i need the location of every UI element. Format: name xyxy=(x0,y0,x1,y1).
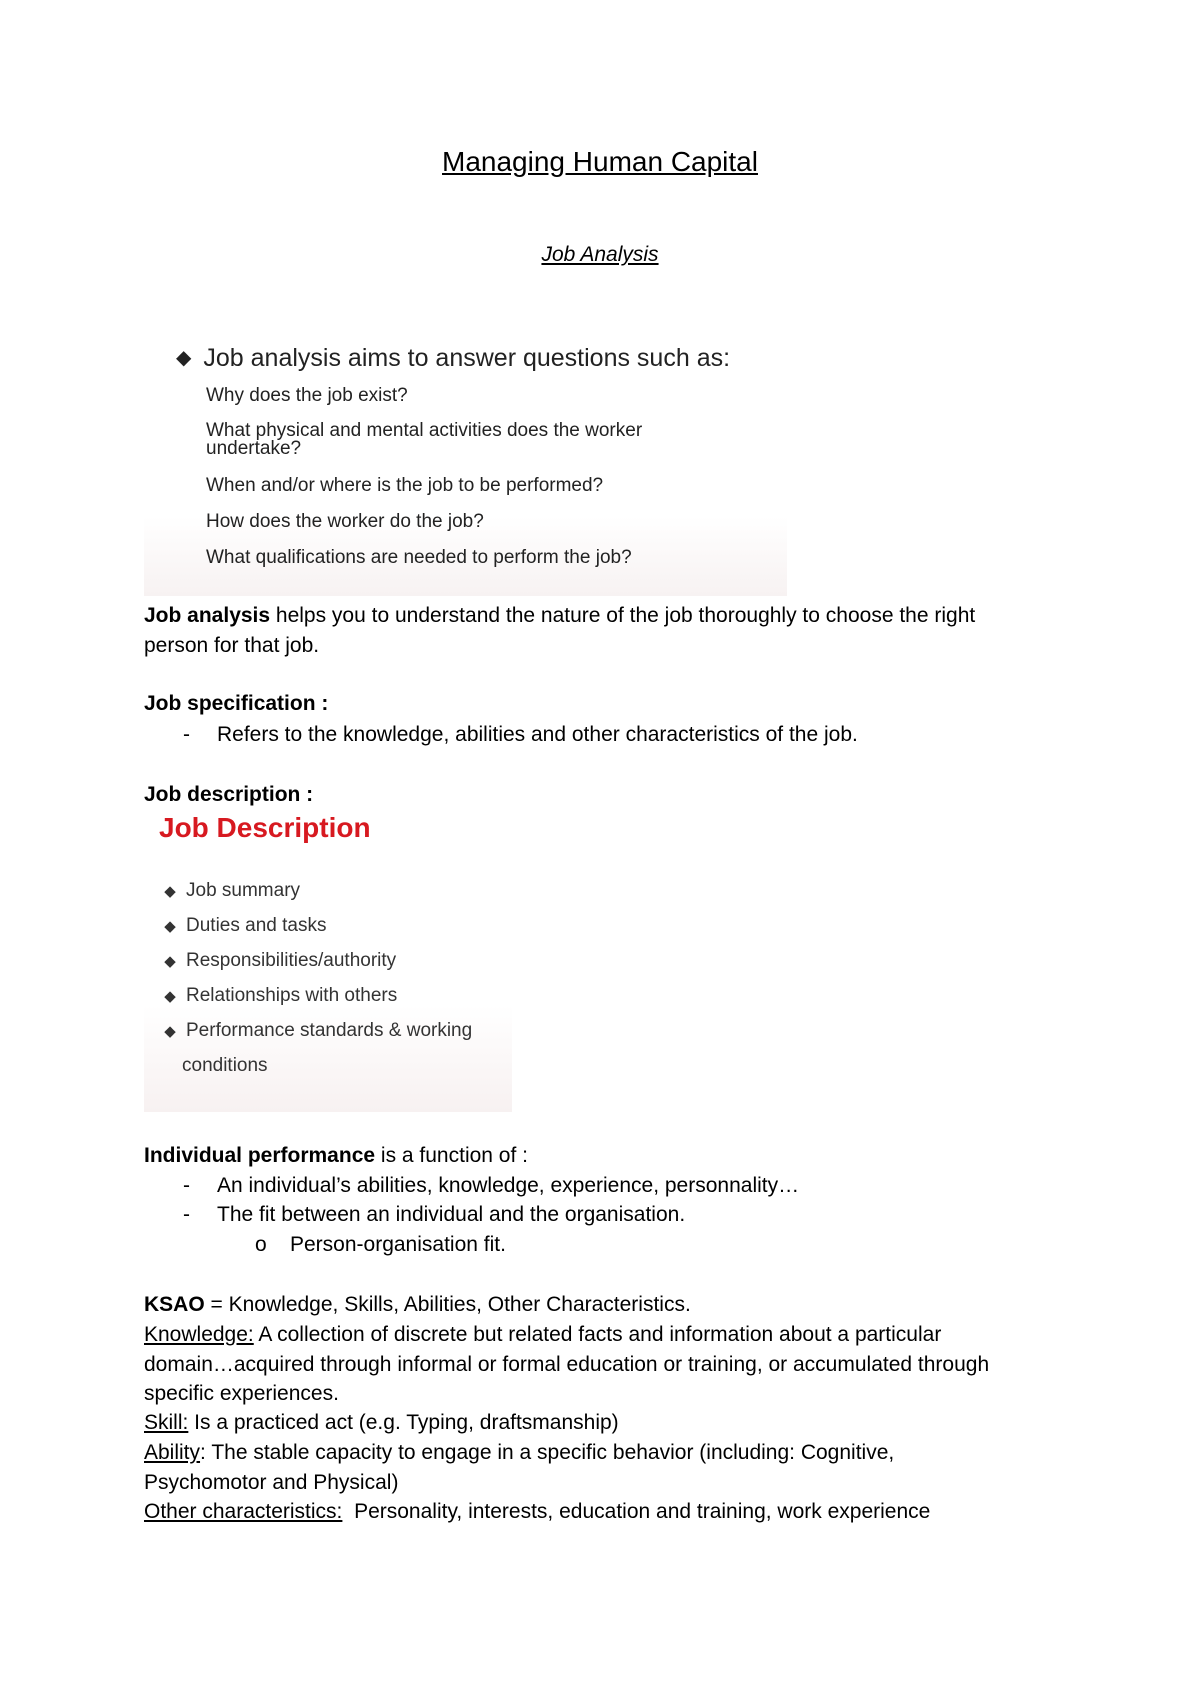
dash-bullet-icon: - xyxy=(183,1174,190,1197)
paragraph-text: A collection of discrete but related facts and information about a particular xyxy=(253,1323,942,1346)
paragraph-text-line2: person for that job. xyxy=(144,634,320,657)
circle-bullet-icon: o xyxy=(255,1233,267,1256)
term-job-analysis: Job analysis xyxy=(144,604,271,627)
slide-list-item-text: Duties and tasks xyxy=(186,915,327,936)
slide-list-item xyxy=(144,985,397,1007)
slide-list-item xyxy=(144,1020,472,1042)
diamond-bullet-icon: ◆ xyxy=(164,918,176,935)
page-title: Managing Human Capital xyxy=(442,146,758,177)
slide-question: undertake? xyxy=(206,438,302,459)
ability-definition-line2: Psychomotor and Physical) xyxy=(144,1471,399,1494)
paragraph-text: = Knowledge, Skills, Abilities, Other Characteristics. xyxy=(204,1293,691,1316)
slide-list-item-text: Relationships with others xyxy=(186,985,398,1006)
dash-bullet-icon: - xyxy=(183,1203,190,1226)
knowledge-definition xyxy=(144,1320,941,1350)
slide-question: Why does the job exist? xyxy=(206,385,408,406)
paragraph-text: is a function of : xyxy=(375,1144,528,1167)
knowledge-definition-line3: specific experiences. xyxy=(144,1382,339,1405)
diamond-bullet-icon: ◆ xyxy=(164,953,176,970)
knowledge-definition-line2: domain…acquired through informal or formal education or training, or accumulated through xyxy=(144,1353,990,1376)
job-analysis-paragraph xyxy=(144,601,975,631)
paragraph-text: Personality, interests, education and training, work experience xyxy=(342,1500,931,1523)
individual-performance-bullet: The fit between an individual and the organisation. xyxy=(217,1203,686,1226)
slide-question: What physical and mental activities does the worker xyxy=(206,420,643,441)
skill-definition xyxy=(144,1408,619,1438)
ksao-line xyxy=(144,1290,691,1320)
ability-definition xyxy=(144,1438,894,1468)
section-subtitle: Job Analysis xyxy=(541,243,659,266)
diamond-bullet-icon: ◆ xyxy=(176,347,192,369)
job-specification-bullet: Refers to the knowledge, abilities and other characteristics of the job. xyxy=(217,723,858,746)
term-ksao: KSAO xyxy=(144,1293,205,1316)
individual-performance-line xyxy=(144,1141,528,1171)
paragraph-text: : The stable capacity to engage in a specific behavior (including: Cognitive, xyxy=(200,1441,895,1464)
term-other-characteristics: Other characteristics: xyxy=(144,1500,343,1523)
dash-bullet-icon: - xyxy=(183,723,190,746)
job-analysis-slide-image xyxy=(144,330,787,596)
job-description-slide-image xyxy=(144,808,512,1112)
slide-list-item-continuation: conditions xyxy=(182,1055,268,1076)
diamond-bullet-icon: ◆ xyxy=(164,883,176,900)
term-individual-performance: Individual performance xyxy=(144,1144,376,1167)
slide-question: When and/or where is the job to be performed? xyxy=(206,475,604,496)
slide-lead-line xyxy=(176,344,730,373)
paragraph-text: helps you to understand the nature of the job thoroughly to choose the right xyxy=(270,604,976,627)
job-specification-heading: Job specification : xyxy=(144,692,329,715)
slide-list-item xyxy=(144,950,396,972)
slide-question: How does the worker do the job? xyxy=(206,511,484,532)
slide-list-item-text: Job summary xyxy=(186,880,301,901)
slide-list-item-text: Performance standards & working xyxy=(186,1020,473,1041)
diamond-bullet-icon: ◆ xyxy=(164,1023,176,1040)
individual-performance-sub-bullet: Person-organisation fit. xyxy=(290,1233,506,1256)
term-skill: Skill: xyxy=(144,1411,189,1434)
slide-lead-text: Job analysis aims to answer questions such as: xyxy=(203,344,731,372)
slide-question: What qualifications are needed to perform the job? xyxy=(206,547,632,568)
job-description-heading: Job description : xyxy=(144,783,314,806)
other-characteristics-definition xyxy=(144,1497,930,1527)
term-ability: Ability xyxy=(144,1441,201,1464)
slide-list-item-text: Responsibilities/authority xyxy=(186,950,397,971)
diamond-bullet-icon: ◆ xyxy=(164,988,176,1005)
paragraph-text: Is a practiced act (e.g. Typing, draftsmanship) xyxy=(188,1411,619,1434)
term-knowledge: Knowledge: xyxy=(144,1323,254,1346)
slide-list-item xyxy=(144,880,300,902)
slide-list-item xyxy=(144,915,326,937)
individual-performance-bullet: An individual’s abilities, knowledge, experience, personnality… xyxy=(217,1174,800,1197)
slide-title: Job Description xyxy=(159,812,371,843)
